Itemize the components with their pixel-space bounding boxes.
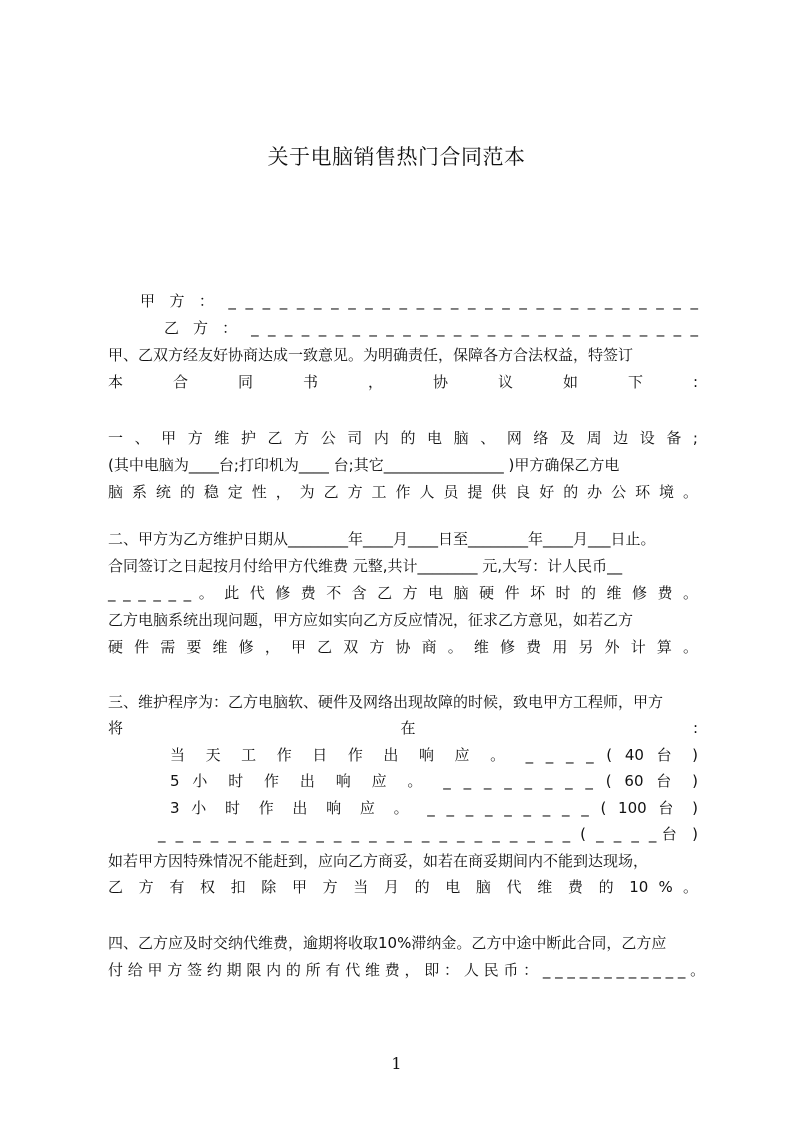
document-title: 关于电脑销售热门合同范本 [267, 145, 526, 169]
section1-line: 一 、 甲 方 维 护 乙 方 公 司 内 的 电 脑 、 网 络 及 周 边 设 备 ; [108, 429, 698, 447]
section4-line: 付 给 甲 方 签 约 期 限 内 的 所 有 代 维 费 ， 即 ： 人 民 币 ： _ _ _ _ _ _ _ _ _ _ _ _ 。 [108, 961, 706, 979]
section1-line: (其中电脑为____台;打印机为____ 台;其它________________ )甲方确保乙方电 [108, 456, 620, 474]
section2-line: 乙方电脑系统出现问题，甲方应如实向乙方反应情况，征求乙方意见，如若乙方 [108, 611, 634, 629]
page-number: 1 [391, 1054, 402, 1073]
party-a-line: 甲 方 ： _ _ _ _ _ _ _ _ _ _ _ _ _ _ _ _ _ _ _ _ _ _ _ _ _ _ _ _ [140, 292, 698, 310]
response-item: 3 小 时 作 出 响 应 。 _ _ _ _ _ _ _ _ _ ( 100 台 ) [170, 799, 698, 817]
section4-line: 四、乙方应及时交纳代维费，逾期将收取10%滞纳金。乙方中途中断此合同，乙方应 [108, 934, 667, 952]
section1-line: 脑 系 统 的 稳 定 性 ， 为 乙 方 工 作 人 员 提 供 良 好 的 办 公 环 境 。 [108, 483, 698, 501]
section2-line: 硬 件 需 要 维 修 ， 甲 乙 双 方 协 商 。 维 修 费 用 另 外 计 算 。 [108, 638, 698, 656]
response-item: 5 小 时 作 出 响 应 。 _ _ _ _ _ _ _ _ ( 60 台 ) [170, 772, 698, 790]
section3-line: 乙 方 有 权 扣 除 甲 方 当 月 的 电 脑 代 维 费 的 10 % 。 [108, 878, 698, 896]
section3-line: 三、维护程序为：乙方电脑软、硬件及网络出现故障的时候，致电甲方工程师，甲方 [108, 693, 664, 711]
intro-line: 甲、乙双方经友好协商达成一致意见。为明确责任，保障各方合法权益，特签订 [108, 346, 634, 364]
section3-line: 将 在 : [108, 719, 698, 737]
section2-line: _ _ _ _ _ _ 。 此 代 修 费 不 含 乙 方 电 脑 硬 件 坏 时 的 维 修 费 。 [108, 584, 698, 602]
intro-line: 本 合 同 书 ， 协 议 如 下 : [108, 373, 698, 391]
section2-line: 二、甲方为乙方维护日期从________年____月____日至________年____月___日止。 [108, 530, 656, 548]
section3-line: 如若甲方因特殊情况不能赶到，应向乙方商妥，如若在商妥期间内不能到达现场， [108, 852, 649, 870]
response-item: _ _ _ _ _ _ _ _ _ _ _ _ _ _ _ _ _ _ _ _ _ _ _ _ ( _ _ _ _台 ) [158, 825, 698, 843]
section2-line: 合同签订之日起按月付给甲方代维费 元整,共计________ 元,大写：计人民币__ [108, 557, 623, 575]
party-b-line: 乙 方 ： _ _ _ _ _ _ _ _ _ _ _ _ _ _ _ _ _ _ _ _ _ _ _ _ _ _ _ [164, 319, 698, 337]
response-item: 当 天 工 作 日 作 出 响 应 。 _ _ _ _ ( 40 台 ) [170, 746, 698, 764]
